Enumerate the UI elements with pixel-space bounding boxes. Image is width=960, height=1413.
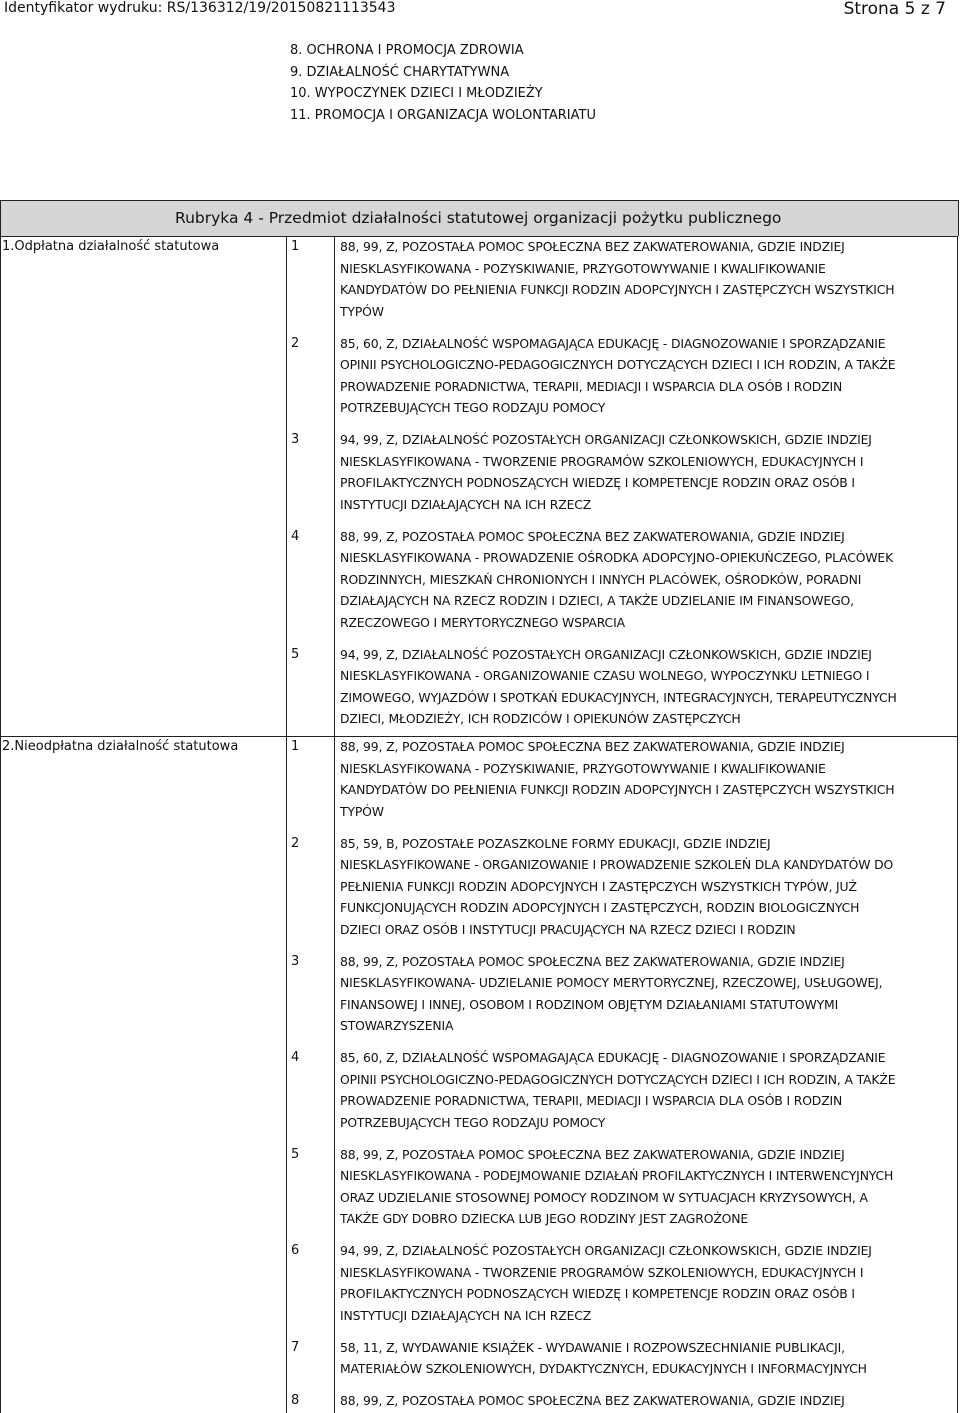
item-number: 4 (291, 528, 300, 544)
item-number: 7 (291, 1339, 300, 1355)
number-column-divider (334, 736, 335, 1413)
section-title: Rubryka 4 - Przedmiot działalności statutowej organizacji pożytku publicznego (175, 209, 782, 227)
list-item: 8. OCHRONA I PROMOCJA ZDROWIA (290, 43, 524, 58)
item-description: 58, 11, Z, WYDAWANIE KSIĄŻEK - WYDAWANIE I ROZPOWSZECHNIANIE PUBLIKACJI, MATERIAŁÓW SZKOLENIOWYCH, DYDAKTYCZNYCH, EDUKACYJNYCH I INFORMACYJNYCH (340, 1339, 867, 1376)
section-header (0, 200, 959, 236)
item-description: 85, 59, B, POZOSTAŁE POZASZKOLNE FORMY EDUKACJI, GDZIE INDZIEJ NIESKLASYFIKOWANE - ORGANIZOWANIE I PROWADZENIE SZKOLEŃ DLA KANDYDATÓW DO PEŁNIENIA FUNKCJI RODZIN ADOPCYJNYCH I ZASTĘPCZYCH WSZYSTKICH TYPÓW, JUŻ FUNKCJONUJĄCYCH RODZIN ADOPCYJNYCH I ZASTĘPCZYCH, RODZIN BIOLOGICZNYCH DZIECI ORAZ OSÓB I INSTYTUCJI PRACUJĄCYCH NA RZECZ DZIECI I RODZIN (340, 835, 894, 937)
item-description: 88, 99, Z, POZOSTAŁA POMOC SPOŁECZNA BEZ ZAKWATEROWANIA, GDZIE INDZIEJ NIESKLASYFIKOWANA - POZYSKIWANIE, PRZYGOTOWYWANIE I KWALIFIKOWANIE KANDYDATÓW DO PEŁNIENIA FUNKCJI RODZIN ADOPCYJNYCH I ZASTĘPCZYCH WSZYSTKICH TYPÓW (340, 739, 895, 819)
item-description: 85, 60, Z, DZIAŁALNOŚĆ WSPOMAGAJĄCA EDUKACJĘ - DIAGNOZOWANIE I SPORZĄDZANIE OPINII PSYCHOLOGICZNO-PEDAGOGICZNYCH DOTYCZĄCYCH DZIECI I ICH RODZIN, A TAKŻE PROWADZENIE PORADNICTWA, TERAPII, MEDIACJI I WSPARCIA DLA OSÓB I RODZIN POTRZEBUJĄCYCH TEGO RODZAJU POMOCY (340, 335, 896, 415)
item-number: 1 (291, 739, 300, 754)
item-description: 88, 99, Z, POZOSTAŁA POMOC SPOŁECZNA BEZ ZAKWATEROWANIA, GDZIE INDZIEJ NIESKLASYFIKOWANA - PROWADZENIE OŚRODKA ADOPCYJNO-OPIEKUŃCZEGO, PLACÓWEK RODZINNYCH, MIESZKAŃ CHRONIONYCH I INNYCH PLACÓWEK, OŚRODKÓW, PORADNI DZIAŁAJĄCYCH NA RZECZ RODZIN I DZIECI, A TAKŻE UDZIELANIE IM FINANSOWEGO, RZECZOWEGO I MERYTORYCZNEGO WSPARCIA (340, 528, 894, 630)
page-number: Strona 5 z 7 (843, 0, 946, 19)
table-left-border (0, 236, 1, 1413)
item-description: 85, 60, Z, DZIAŁALNOŚĆ WSPOMAGAJĄCA EDUKACJĘ - DIAGNOZOWANIE I SPORZĄDZANIE OPINII PSYCHOLOGICZNO-PEDAGOGICZNYCH DOTYCZĄCYCH DZIECI I ICH RODZIN, A TAKŻE PROWADZENIE PORADNICTWA, TERAPII, MEDIACJI I WSPARCIA DLA OSÓB I RODZIN POTRZEBUJĄCYCH TEGO RODZAJU POMOCY (340, 1050, 896, 1130)
item-number: 2 (291, 335, 300, 351)
item-number: 8 (291, 1393, 300, 1408)
list-item: 10. WYPOCZYNEK DZIECI I MŁODZIEŻY (290, 86, 543, 101)
activity-table (0, 236, 959, 1413)
category-label: 1.Odpłatna działalność statutowa (2, 239, 220, 254)
item-number: 1 (291, 239, 300, 254)
item-description: 94, 99, Z, DZIAŁALNOŚĆ POZOSTAŁYCH ORGANIZACJI CZŁONKOWSKICH, GDZIE INDZIEJ NIESKLASYFIKOWANA - TWORZENIE PROGRAMÓW SZKOLENIOWYCH, EDUKACYJNYCH I PROFILAKTYCZNYCH PODNOSZĄCYCH WIEDZĘ I KOMPETENCJE RODZIN ORAZ OSÓB I INSTYTUCJI DZIAŁAJĄCYCH NA ICH RZECZ (340, 1243, 872, 1323)
item-number: 2 (291, 835, 300, 851)
item-description: 88, 99, Z, POZOSTAŁA POMOC SPOŁECZNA BEZ ZAKWATEROWANIA, GDZIE INDZIEJ (340, 1393, 845, 1408)
item-number: 6 (291, 1243, 300, 1258)
list-item: 11. PROMOCJA I ORGANIZACJA WOLONTARIATU (290, 107, 596, 123)
item-description: 88, 99, Z, POZOSTAŁA POMOC SPOŁECZNA BEZ ZAKWATEROWANIA, GDZIE INDZIEJ NIESKLASYFIKOWANA - PODEJMOWANIE DZIAŁAŃ PROFILAKTYCZNYCH I INTERWENCYJNYCH ORAZ UDZIELANIE STOSOWNEJ POMOCY RODZINOM W SYTUACJACH KRYZYSOWYCH, A TAKŻE GDY DOBRO DZIECKA LUB JEGO RODZINY JEST ZAGROŻONE (340, 1146, 894, 1226)
table-right-border (957, 236, 958, 1413)
category-column-divider (286, 236, 287, 736)
item-description: 94, 99, Z, DZIAŁALNOŚĆ POZOSTAŁYCH ORGANIZACJI CZŁONKOWSKICH, GDZIE INDZIEJ NIESKLASYFIKOWANA - TWORZENIE PROGRAMÓW SZKOLENIOWYCH, EDUKACYJNYCH I PROFILAKTYCZNYCH PODNOSZĄCYCH WIEDZĘ I KOMPETENCJE RODZIN ORAZ OSÓB I INSTYTUCJI DZIAŁAJĄCYCH NA ICH RZECZ (340, 432, 872, 512)
item-number: 3 (291, 953, 300, 969)
item-number: 5 (291, 1146, 300, 1162)
category-column-divider (286, 736, 287, 1413)
activity-list-continued (290, 40, 596, 126)
item-number: 5 (291, 646, 300, 662)
print-header (0, 0, 960, 20)
item-number: 3 (291, 432, 300, 447)
item-description: 88, 99, Z, POZOSTAŁA POMOC SPOŁECZNA BEZ ZAKWATEROWANIA, GDZIE INDZIEJ NIESKLASYFIKOWANA- UDZIELANIE POMOCY MERYTORYCZNEJ, RZECZOWEJ, USŁUGOWEJ, FINANSOWEJ I INNEJ, OSOBOM I RODZINOM OBJĘTYM DZIAŁANIAMI STATUTOWYMI STOWARZYSZENIA (340, 953, 883, 1033)
category-label: 2.Nieodpłatna działalność statutowa (2, 739, 239, 754)
print-identifier: Identyfikator wydruku: RS/136312/19/20150821113543 (4, 0, 396, 16)
item-description: 94, 99, Z, DZIAŁALNOŚĆ POZOSTAŁYCH ORGANIZACJI CZŁONKOWSKICH, GDZIE INDZIEJ NIESKLASYFIKOWANA - ORGANIZOWANIE CZASU WOLNEGO, WYPOCZYNKU LETNIEGO I ZIMOWEGO, WYJAZDÓW I SPOTKAŃ EDUKACYJNYCH, INTEGRACYJNYCH, TERAPEUTYCZNYCH DZIECI, MŁODZIEŻY, ICH RODZICÓW I OPIEKUNÓW ZASTĘPCZYCH (340, 646, 897, 726)
item-description: 88, 99, Z, POZOSTAŁA POMOC SPOŁECZNA BEZ ZAKWATEROWANIA, GDZIE INDZIEJ NIESKLASYFIKOWANA - POZYSKIWANIE, PRZYGOTOWYWANIE I KWALIFIKOWANIE KANDYDATÓW DO PEŁNIENIA FUNKCJI RODZIN ADOPCYJNYCH I ZASTĘPCZYCH WSZYSTKICH TYPÓW (340, 239, 895, 319)
list-item: 9. DZIAŁALNOŚĆ CHARYTATYWNA (290, 64, 510, 80)
item-number: 4 (291, 1050, 300, 1065)
number-column-divider (334, 236, 335, 736)
table-top-border (0, 236, 958, 237)
